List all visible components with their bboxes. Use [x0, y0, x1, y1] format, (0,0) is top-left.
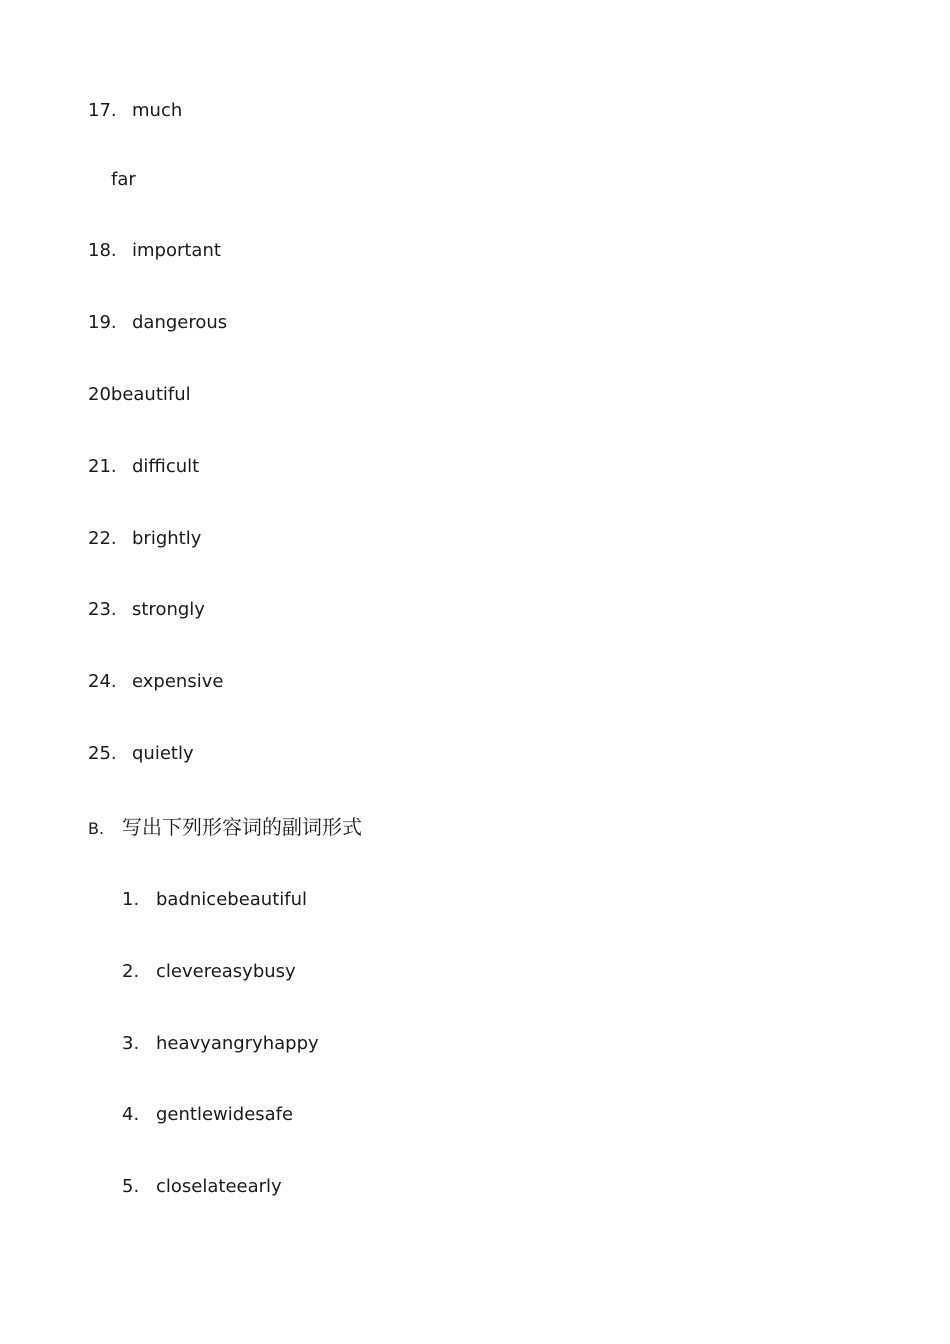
list-item	[122, 1103, 293, 1127]
list-item	[88, 99, 182, 123]
list-item	[122, 960, 296, 984]
list-item	[122, 888, 307, 912]
list-item	[88, 598, 205, 622]
list-item	[88, 670, 223, 694]
item-word: strongly	[132, 599, 205, 620]
list-item	[88, 527, 201, 551]
item-number: 23.	[88, 599, 117, 620]
item-number: 18.	[88, 240, 117, 261]
item-words: badnicebeautiful	[156, 889, 308, 910]
section-label: B.	[88, 819, 105, 838]
item-number: 21.	[88, 456, 117, 477]
item-words: clevereasybusy	[156, 961, 296, 982]
item-words: heavyangryhappy	[156, 1033, 319, 1054]
item-words: gentlewidesafe	[156, 1104, 294, 1125]
item-number: 3.	[122, 1033, 140, 1054]
item-number: 17.	[88, 100, 117, 121]
item-number: 22.	[88, 528, 117, 549]
list-item	[88, 239, 221, 263]
item-word: difficult	[132, 456, 200, 477]
list-item	[122, 1032, 319, 1056]
list-item	[88, 311, 227, 335]
section-title: 写出下列形容词的副词形式	[122, 815, 362, 839]
list-item	[88, 742, 194, 766]
item-number: 4.	[122, 1104, 140, 1125]
item-word: dangerous	[132, 312, 228, 333]
item-number: 1.	[122, 889, 140, 910]
item-number: 5.	[122, 1176, 140, 1197]
section-b-heading	[88, 815, 362, 841]
item-word: important	[132, 240, 221, 261]
list-item	[88, 455, 199, 479]
item-word: far	[111, 169, 136, 190]
item-words: closelateearly	[156, 1176, 282, 1197]
list-item	[88, 383, 191, 407]
item-word: expensive	[132, 671, 224, 692]
list-item	[111, 168, 136, 192]
item-number: 25.	[88, 743, 117, 764]
item-number: 19.	[88, 312, 117, 333]
item-word: quietly	[132, 743, 194, 764]
item-word: much	[132, 100, 183, 121]
item-number: 24.	[88, 671, 117, 692]
list-item	[122, 1175, 282, 1199]
item-number: 2.	[122, 961, 140, 982]
item-word: brightly	[132, 528, 202, 549]
item-word: 20beautiful	[88, 384, 191, 405]
